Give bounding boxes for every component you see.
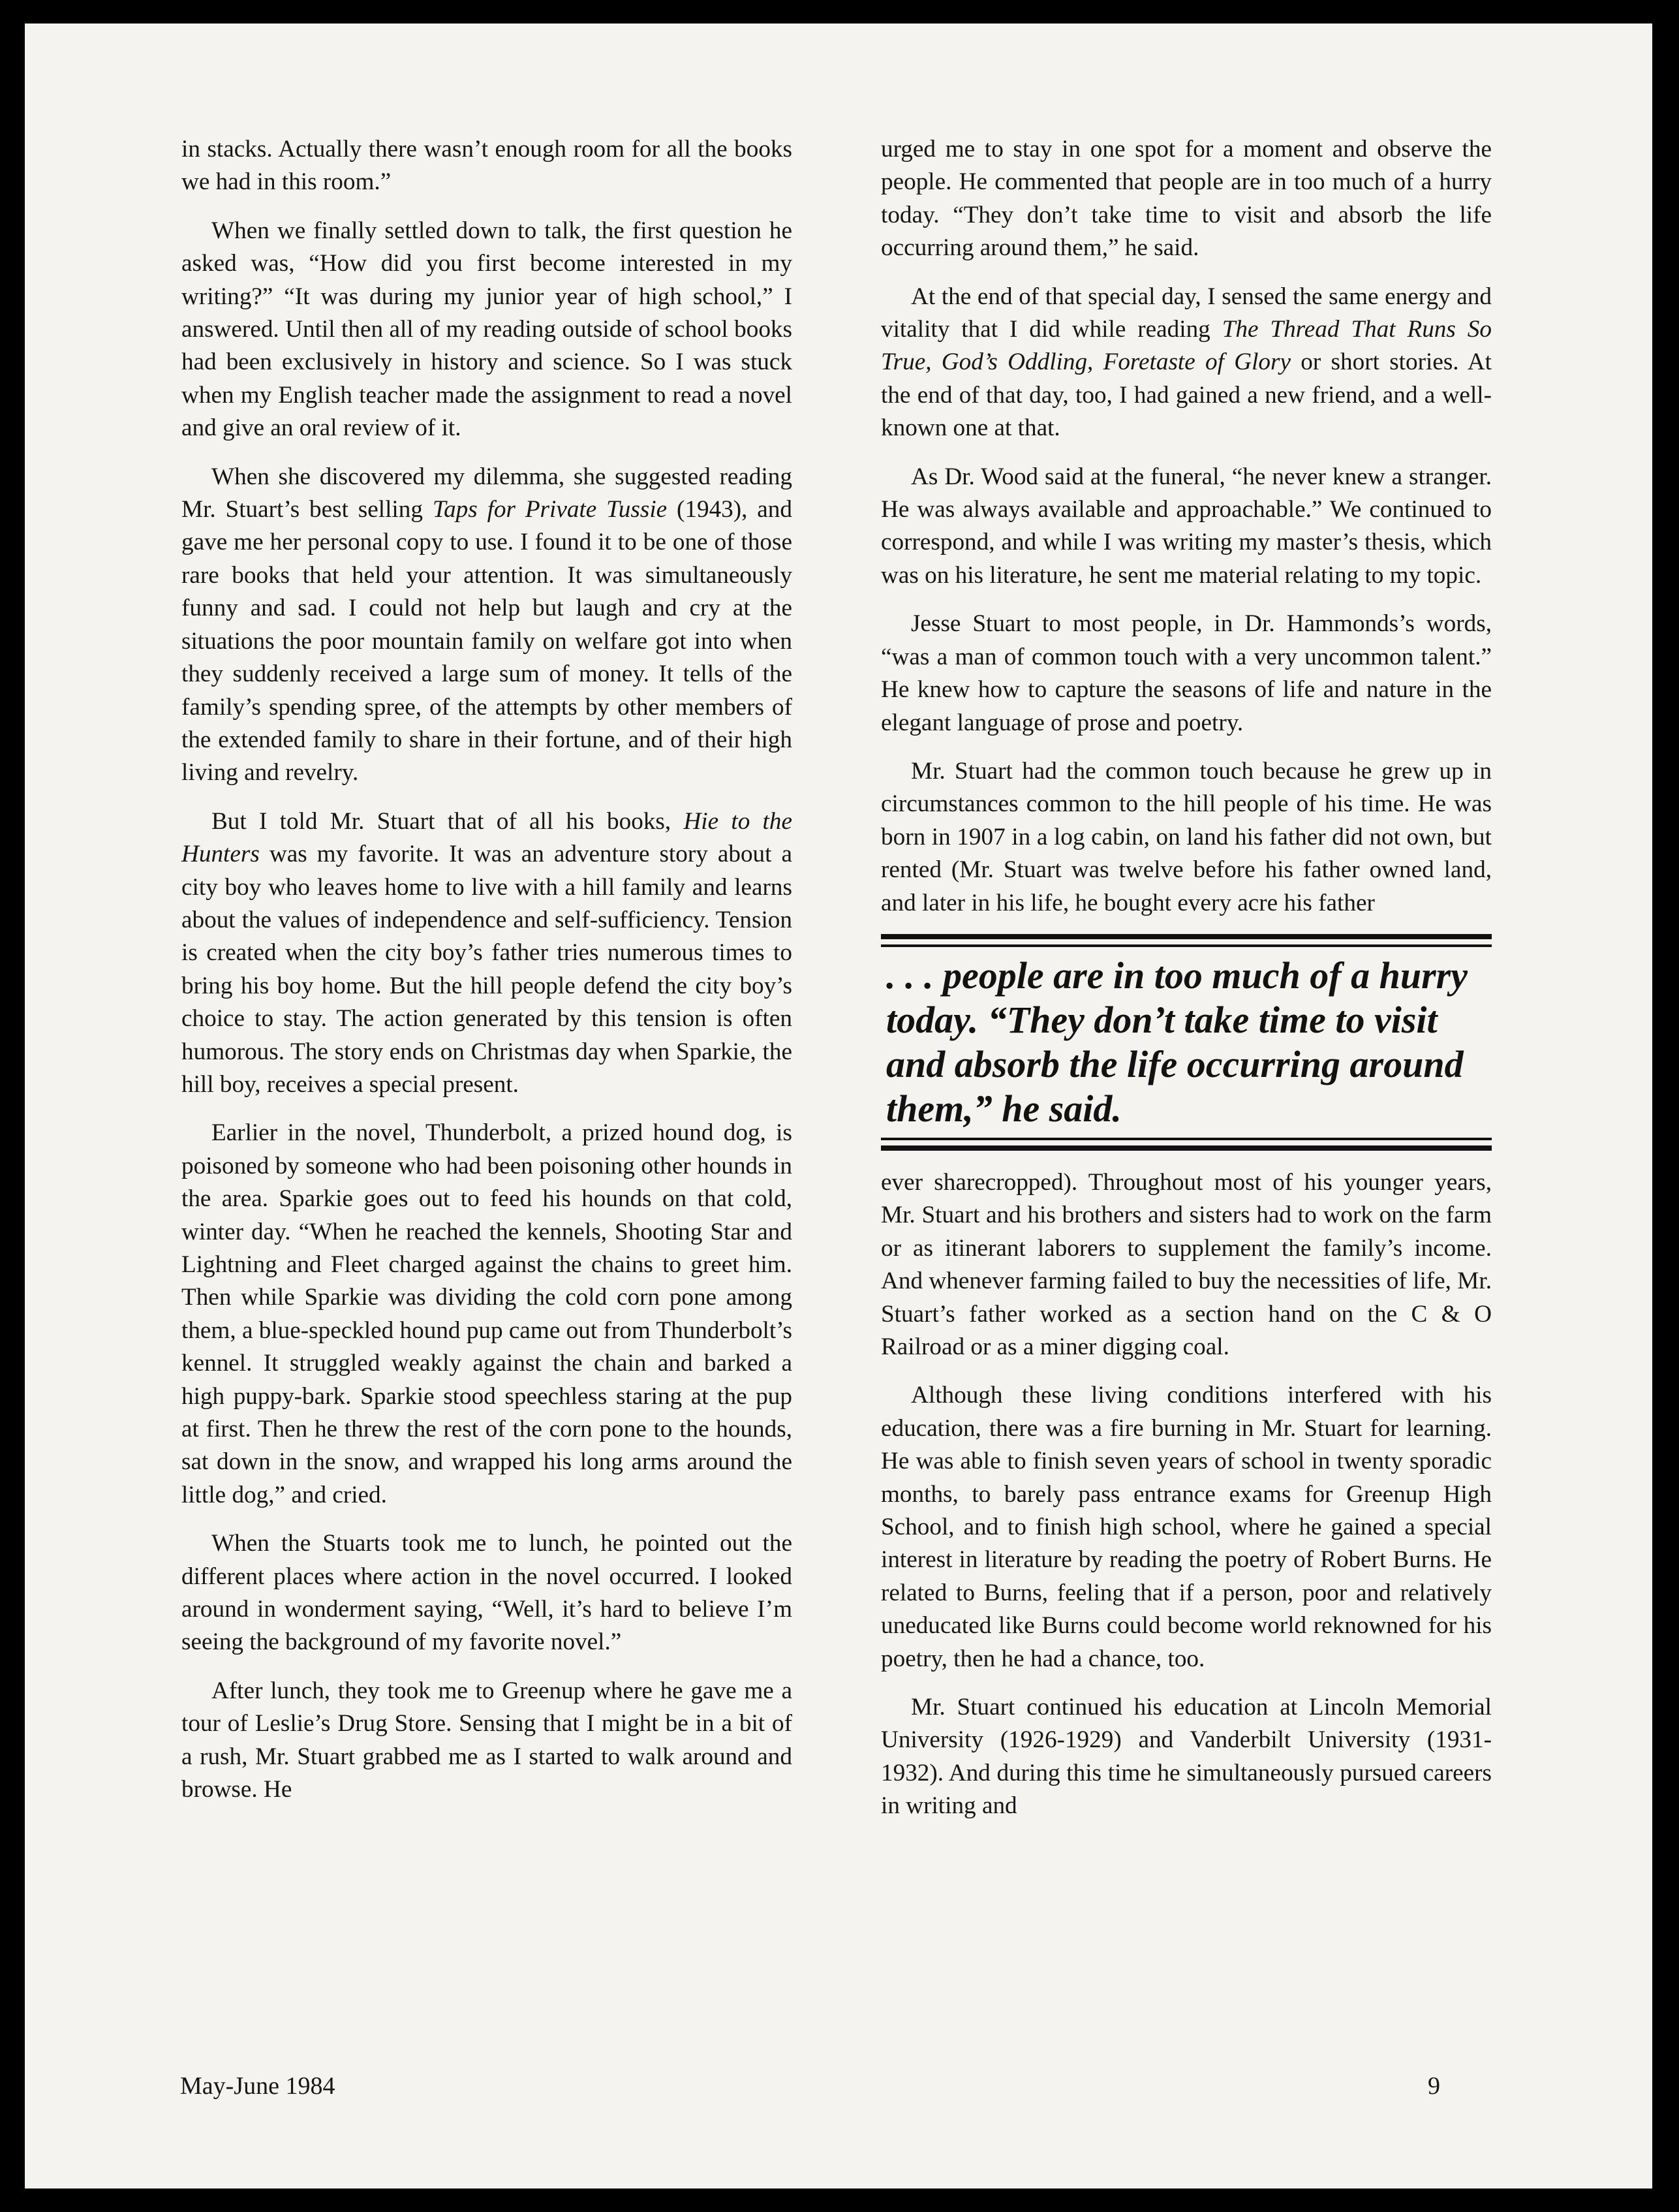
paragraph-text: When she discovered my dilemma, she suggested reading Mr. Stuart’s best selling — [181, 463, 792, 523]
paragraph: When we finally settled down to talk, the first question he asked was, “How did you first become interested in my writing?” “It was during my junior year of high school,” I answered. Until then all of my reading outside of school books had been exclusively in history and science. So I was stuck when my English teacher made the assignment to read a novel and give an oral review of it. — [181, 217, 792, 442]
paragraph: After lunch, they took me to Greenup where he gave me a tour of Leslie’s Drug Store. Sensing that I might be in a bit of a rush, Mr. Stuart grabbed me as I started to walk around and browse. He — [181, 1677, 792, 1803]
pull-quote-text: . . . people are in too much of a hurry today. “They don’t take time to visit and absorb the life occurring around them,” he said. — [886, 954, 1468, 1130]
paragraph-text: was my favorite. It was an adventure story about a city boy who leaves home to live with a hill family and learns about the values of independence and self-sufficiency. Tension is created when the city boy’s father tries numerous times to bring his boy home. But the hill people defend the city boy’s choice to stay. The action generated by this tension is often humorous. The story ends on Christmas day when Sparkie, the hill boy, receives a special present. — [181, 841, 792, 1098]
pull-quote-rule-bottom — [881, 1138, 1492, 1151]
paragraph: As Dr. Wood said at the funeral, “he never knew a stranger. He was always available and approachable.” We continued to correspond, and while I was writing my master’s thesis, which was on his literature, he sent me material relating to my topic. — [881, 463, 1492, 589]
paragraph — [181, 461, 792, 790]
pull-quote — [881, 934, 1492, 1151]
paragraph: Mr. Stuart continued his education at Lincoln Memorial University (1926-1929) and Vanderbilt University (1931-1932). And during this time he simultaneously pursued careers in writing and — [881, 1694, 1492, 1820]
paragraph-text: (1943), and gave me her personal copy to use. I found it to be one of those rare books that held your attention. It was simultaneously funny and sad. I could not help but laugh and cry at the situations the poor mountain family on welfare got into when they suddenly received a large sum of money. It tells of the family’s spending spree, of the attempts by other members of the extended family to share in their fortune, and of their high living and revelry. — [181, 496, 792, 787]
issue-date: May-June 1984 — [180, 2072, 335, 2100]
paragraph: Earlier in the novel, Thunderbolt, a prized hound dog, is poisoned by someone who had been poisoning other hounds in the area. Sparkie goes out to feed his hounds on that cold, winter day. “When he reached the kennels, Shooting Star and Lightning and Fleet charged against the chains to greet him. Then while Sparkie was dividing the cold corn pone among them, a blue-speckled hound pup came out from Thunderbolt’s kennel. It struggled weakly against the chain and barked a high puppy-bark. Sparkie stood speechless staring at the pup at first. Then he threw the rest of the corn pone to the hounds, sat down in the snow, and wrapped his long arms around the little dog,” and cried. — [181, 1119, 793, 1508]
paragraph: When the Stuarts took me to lunch, he pointed out the different places where action in the novel occurred. I looked around in wonderment saying, “Well, it’s hard to believe I’m seeing the background of my favorite novel.” — [181, 1530, 792, 1656]
paragraph: Jesse Stuart to most people, in Dr. Hammonds’s words, “was a man of common touch with a very uncommon talent.” He knew how to capture the seasons of life and nature in the elegant language of prose and poetry. — [881, 610, 1492, 736]
paragraph-text: But I told Mr. Stuart that of all his books, — [211, 807, 684, 835]
book-titles: The Thread That Runs So True, God’s Oddling, Foretaste of Glory — [881, 316, 1492, 376]
paragraph — [181, 805, 792, 1102]
pull-quote-rule-top — [881, 934, 1492, 947]
paragraph — [881, 281, 1492, 445]
paragraph-text: At the end of that special day, I sensed the same energy and vitality that I did while reading — [881, 283, 1492, 343]
magazine-page — [25, 23, 1652, 2189]
paragraph: ever sharecropped). Throughout most of his younger years, Mr. Stuart and his brothers and sisters had to work on the farm or as itinerant laborers to supplement the family’s income. And whenever farming failed to buy the necessities of life, Mr. Stuart’s father worked as a section hand on the C & O Railroad or as a miner digging coal. — [881, 1168, 1492, 1360]
paragraph: Mr. Stuart had the common touch because he grew up in circumstances common to the hill people of his time. He was born in 1907 in a log cabin, on land his father did not own, but rented (Mr. Stuart was twelve before his father owned land, and later in his life, he bought every acre his father — [881, 757, 1492, 916]
paragraph: Although these living conditions interfered with his education, there was a fire burning in Mr. Stuart for learning. He was able to finish seven years of school in twenty sporadic months, to barely pass entrance exams for Greenup High School, and to finish high school, where he gained a special interest in literature by reading the poetry of Robert Burns. He related to Burns, feeling that if a person, poor and relatively uneducated like Burns could become world reknowned for his poetry, then he had a chance, too. — [881, 1382, 1492, 1672]
right-column — [881, 133, 1492, 1823]
book-title: Hie to the Hunters — [181, 807, 792, 868]
paragraph: in stacks. Actually there wasn’t enough room for all the books we had in this room.” — [181, 136, 792, 196]
left-column — [181, 133, 792, 1807]
book-title: Taps for Private Tussie — [432, 496, 668, 523]
paragraph: urged me to stay in one spot for a moment and observe the people. He commented that people are in too much of a hurry today. “They don’t take time to visit and absorb the life occurring around them,” he said. — [881, 136, 1492, 262]
page-number: 9 — [1428, 2072, 1440, 2100]
paragraph-text: or short stories. At the end of that day, too, I had gained a new friend, and a well-known one at that. — [881, 349, 1492, 442]
